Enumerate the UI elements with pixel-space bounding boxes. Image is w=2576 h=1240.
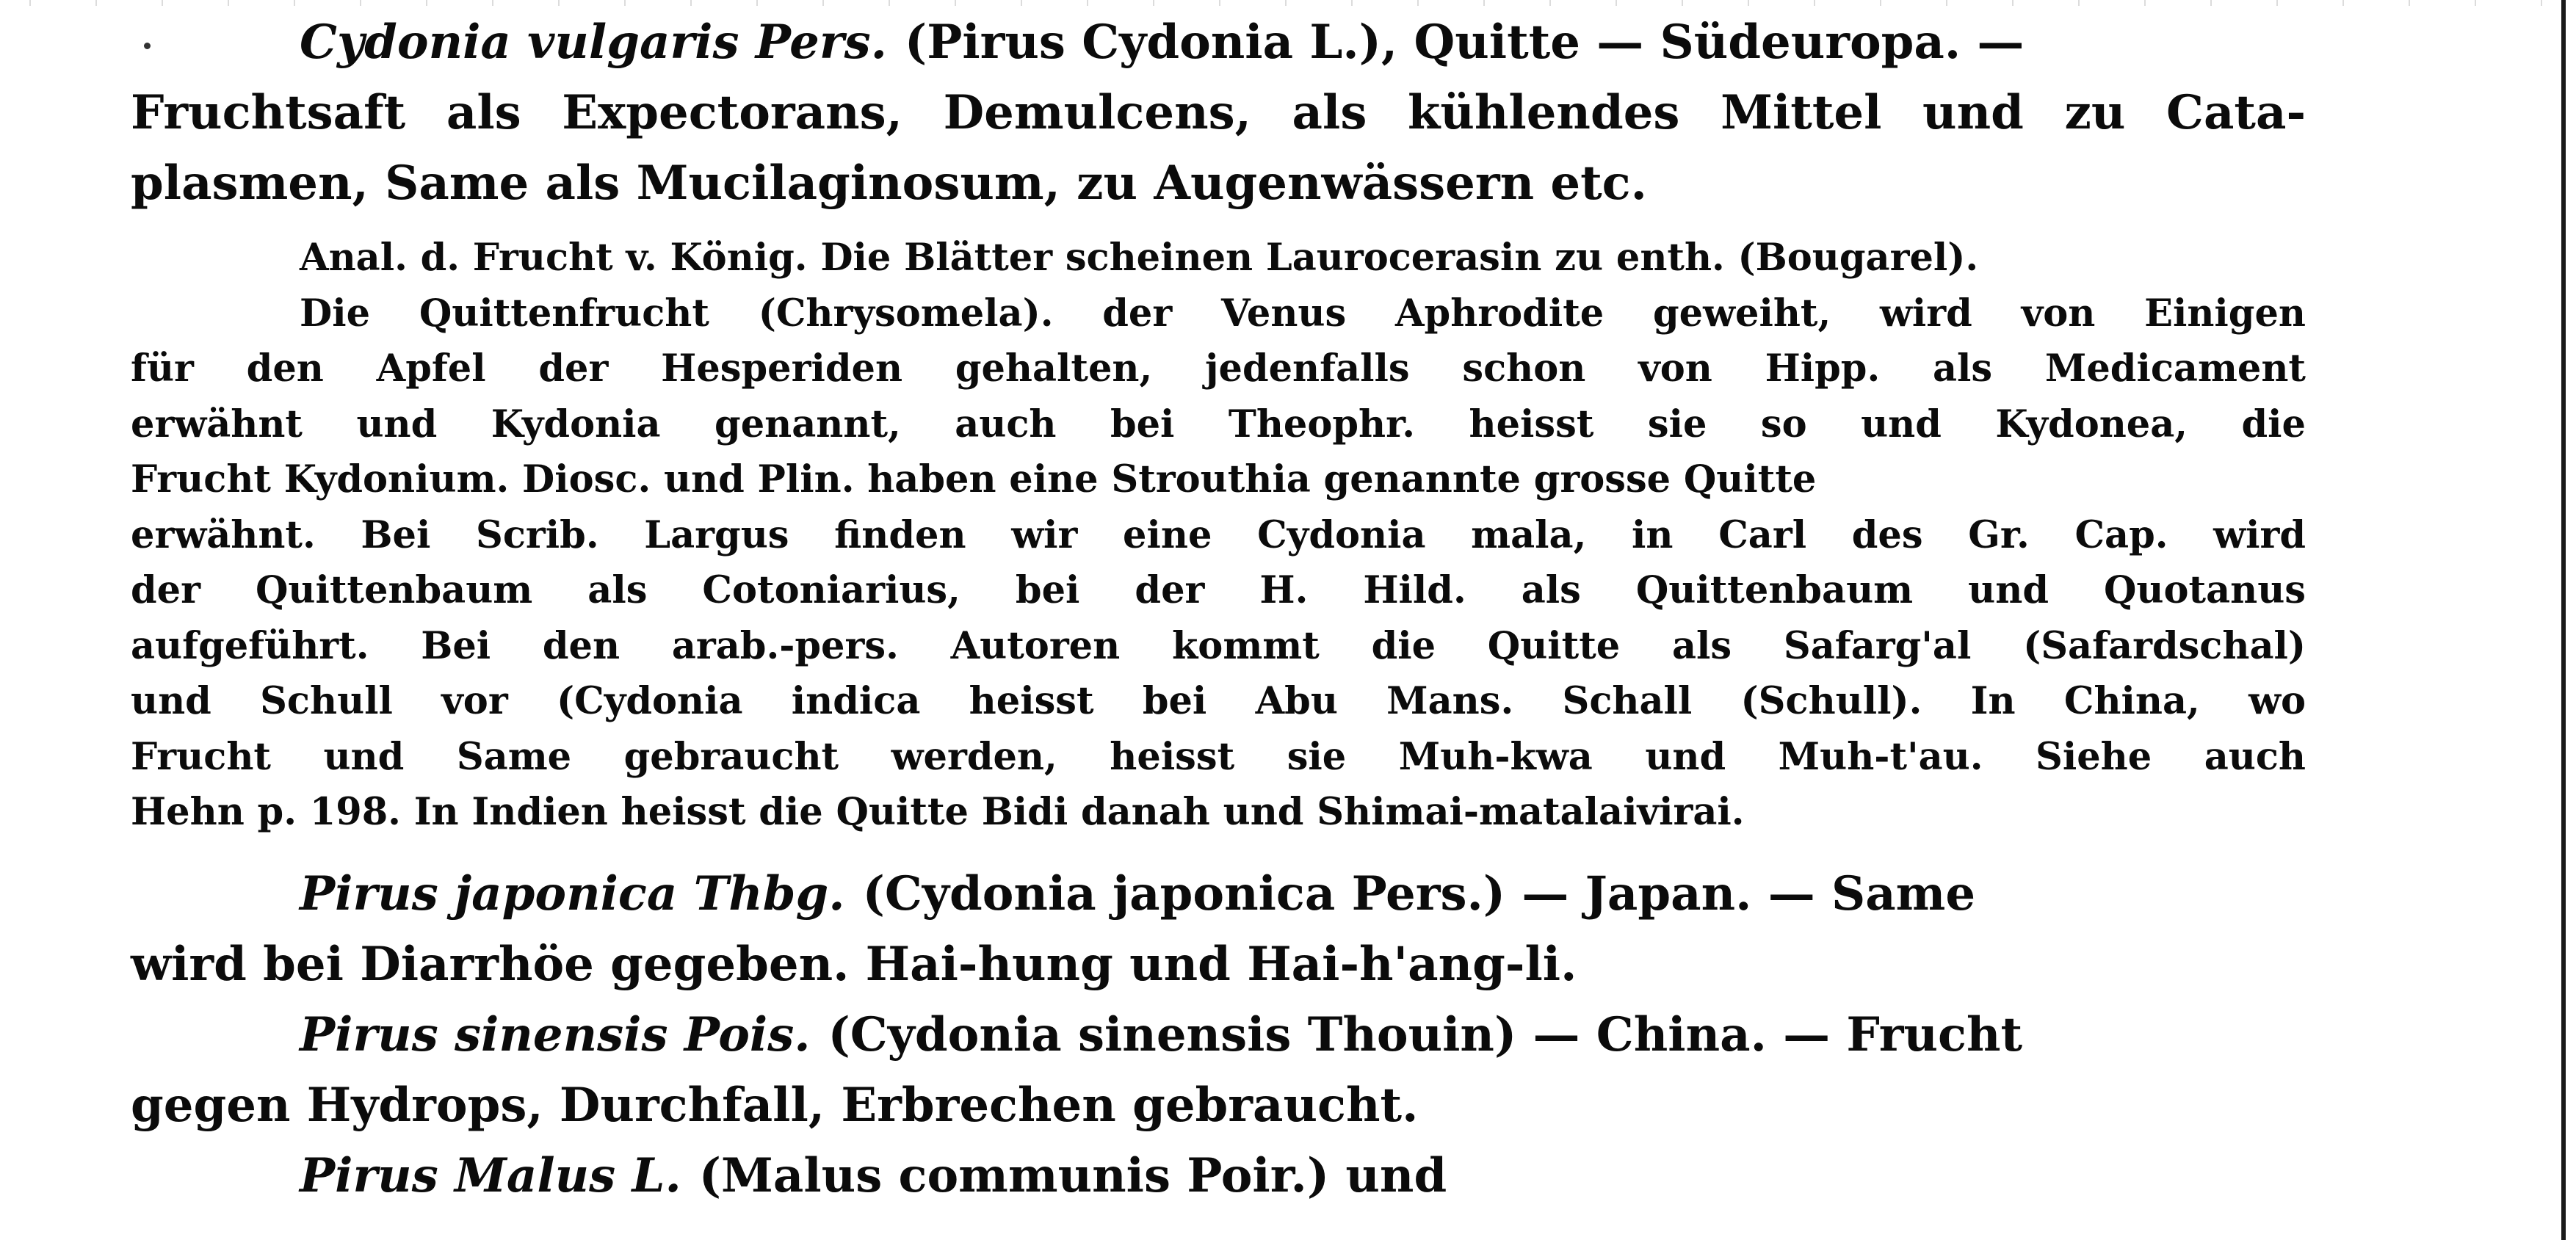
text-span: (Cydonia sinensis Thouin) — China. — Frucht [828,1007,2023,1062]
text-line: Die Quittenfrucht (Chrysomela). der Venus Aphrodite geweiht, wird von Einigen [300,291,2306,336]
text-line: aufgeführt. Bei den arab.-pers. Autoren kommt die Quitte als Safarg'al (Safardschal) [131,623,2306,668]
text-line: Anal. d. Frucht v. König. Die Blätter scheinen Laurocerasin zu enth. (Bougarel). [300,236,1979,280]
species-name: Pirus Malus L. [300,1148,681,1203]
page-edge-shadow [2561,0,2566,1240]
text-line [131,7,2306,78]
text-line: wird bei Diarrhöe gegeben. Hai-hung und Hai-h'ang-li. [131,937,1577,992]
text-line: plasmen, Same als Mucilaginosum, zu Augenwässern etc. [131,156,1647,211]
paragraph-pirus-japonica [131,859,2306,1000]
text-span: (Pirus Cydonia L.), Quitte — Südeuropa. — [904,15,2025,70]
text-line: erwähnt. Bei Scrib. Largus finden wir eine Cydonia mala, in Carl des Gr. Cap. wird [131,512,2306,557]
paragraph-pirus-malus [131,1141,2306,1211]
species-name: Cydonia vulgaris Pers. [300,15,887,70]
text-line [131,1000,2306,1070]
text-span: (Malus communis Poir.) und [698,1148,1447,1203]
text-line: Hehn p. 198. In Indien heisst die Quitte Bidi danah und Shimai-matalaivirai. [131,790,1745,834]
text-line: und Schull vor (Cydonia indica heisst bei Abu Mans. Schall (Schull). In China, wo [131,679,2306,723]
text-line: gegen Hydrops, Durchfall, Erbrechen gebraucht. [131,1078,1419,1133]
text-line: Fruchtsaft als Expectorans, Demulcens, als kühlendes Mittel und zu Cata- [131,85,2306,140]
species-name: Pirus sinensis Pois. [300,1007,811,1062]
text-line: Frucht Kydonium. Diosc. und Plin. haben eine Strouthia genannte grosse Quitte [131,457,1817,501]
text-span: (Cydonia japonica Pers.) — Japan. — Same [862,866,1976,921]
text-line [131,859,2306,929]
paragraph-cydonia-vulgaris [131,7,2306,219]
text-line: erwähnt und Kydonia genannt, auch bei Theophr. heisst sie so und Kydonea, die [131,402,2306,446]
text-line: der Quittenbaum als Cotoniarius, bei der H. Hild. als Quittenbaum und Quotanus [131,568,2306,612]
text-line: für den Apfel der Hesperiden gehalten, jedenfalls schon von Hipp. als Medicament [131,347,2306,391]
text-line [131,1141,2306,1211]
text-line: Frucht und Same gebraucht werden, heisst sie Muh-kwa und Muh-t'au. Siehe auch [131,734,2306,779]
species-name: Pirus japonica Thbg. [300,866,845,921]
paragraph-note [131,231,2306,841]
text-line-rest [905,7,2306,78]
scan-artifact-top [0,0,2555,6]
paragraph-pirus-sinensis [131,1000,2306,1141]
